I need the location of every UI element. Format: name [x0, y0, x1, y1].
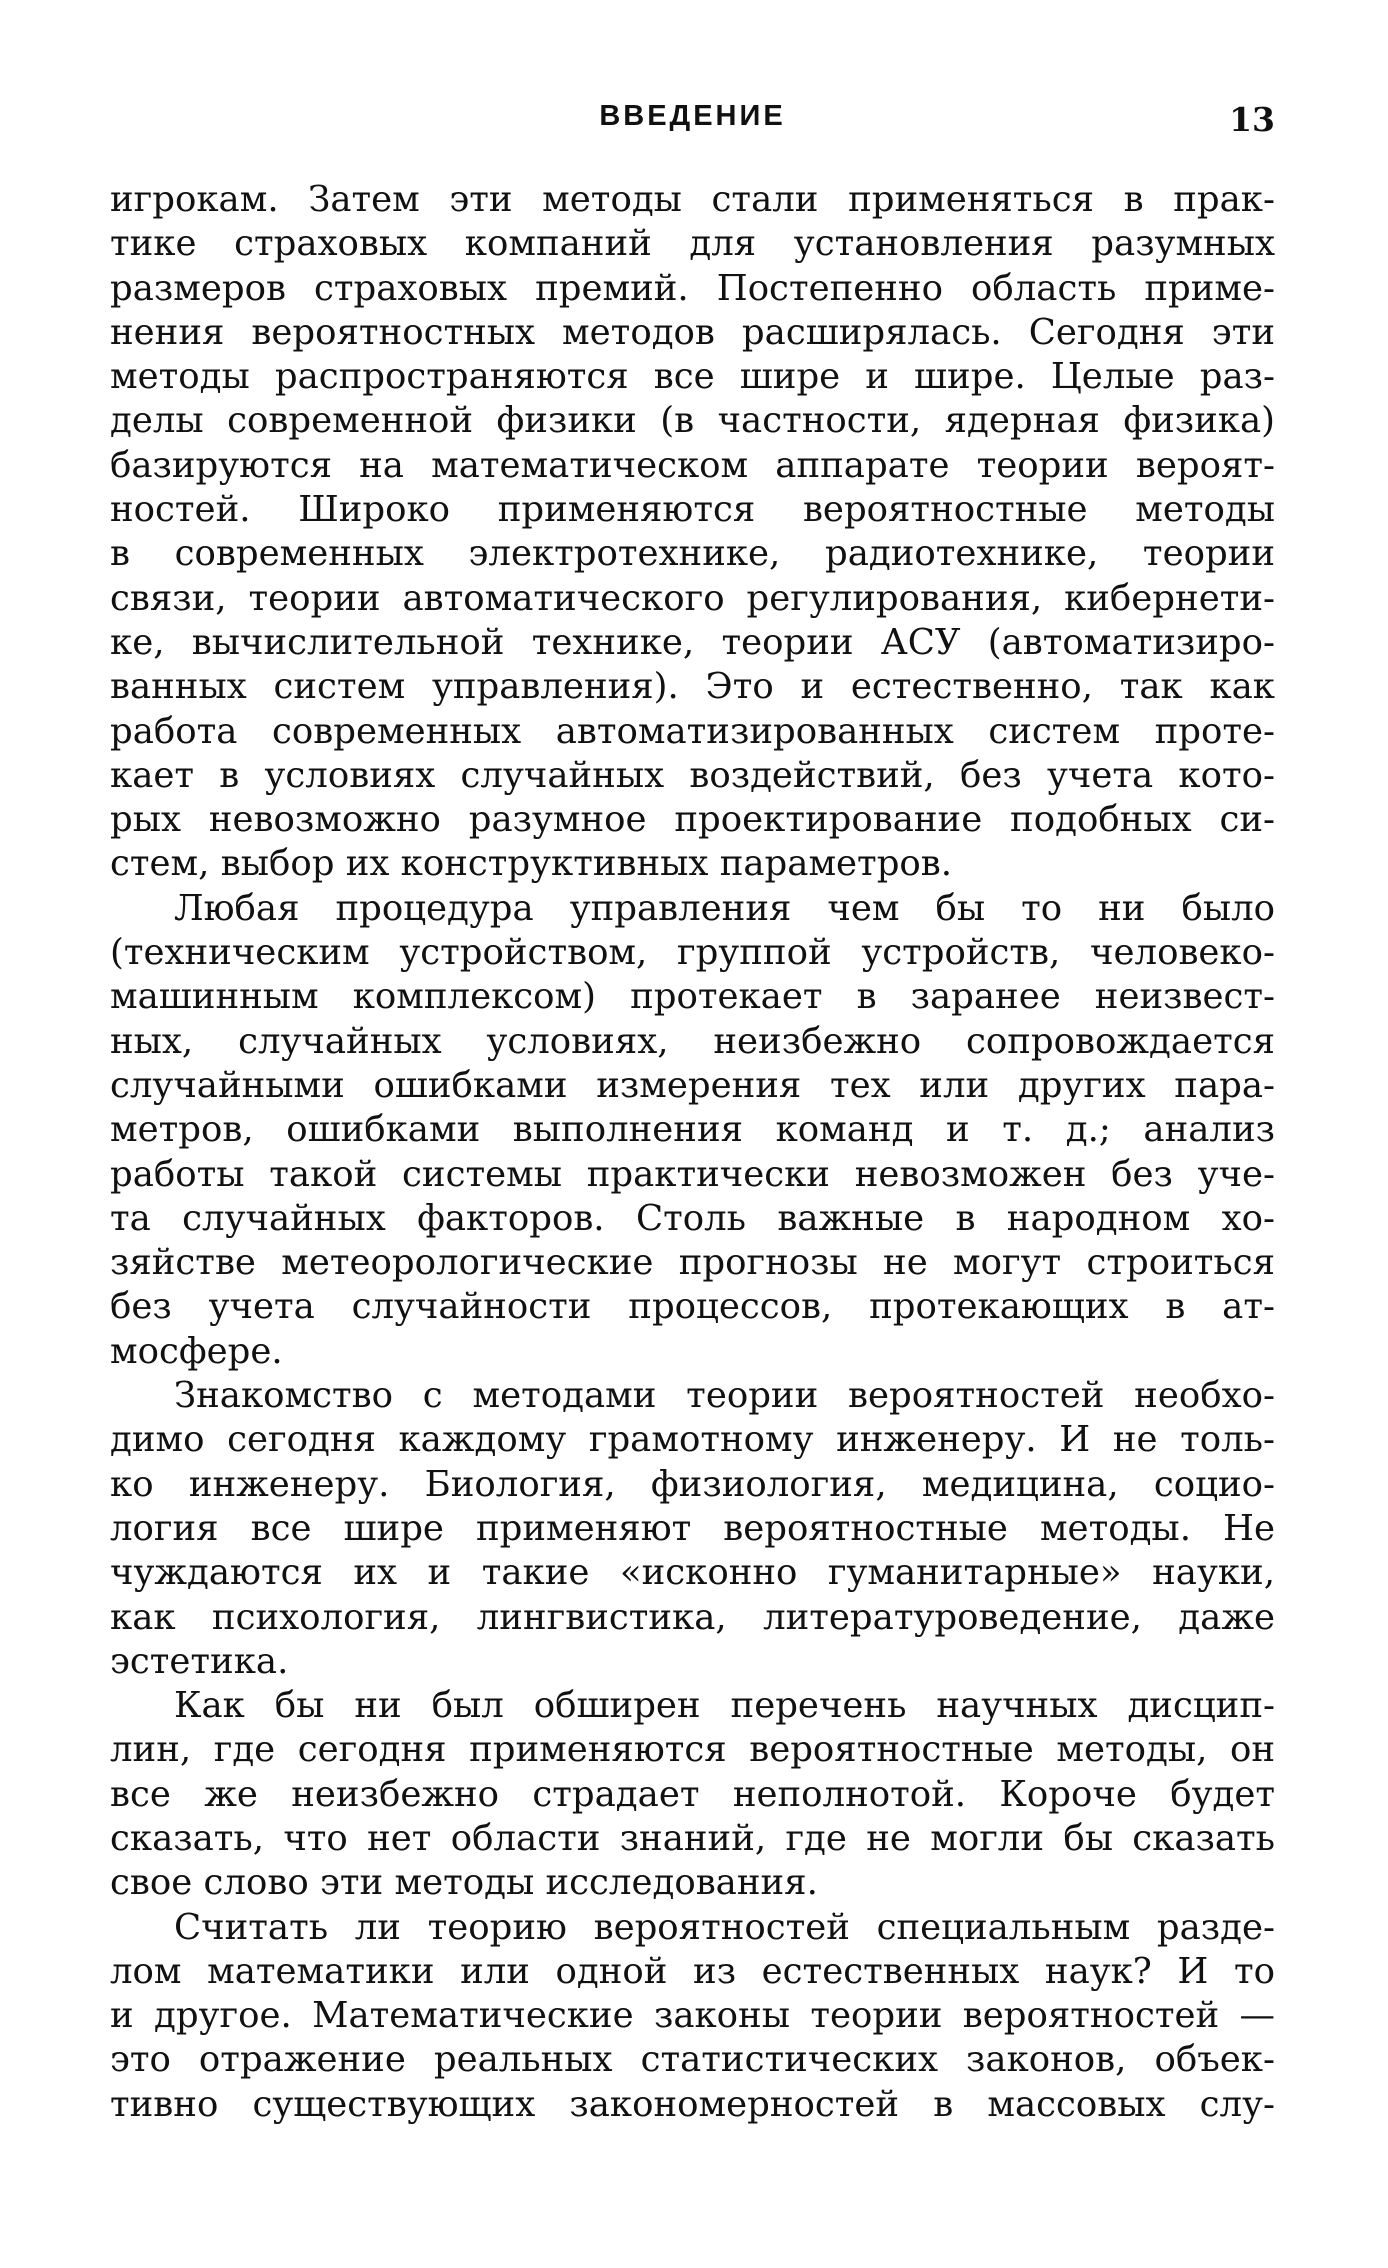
text-line: чуждаются их и такие «исконно гуманитарные» науки, [110, 1552, 1275, 1594]
text-line: тике страховых компаний для установления разумных [110, 223, 1275, 265]
running-head: ВВЕДЕНИЕ [599, 100, 786, 132]
text-line: ке, вычислительной технике, теории АСУ (автоматизиро- [110, 621, 1275, 663]
text-line: работа современных автоматизированных систем проте- [110, 710, 1275, 752]
text-line: зяйстве метеорологические прогнозы не могут строиться [110, 1242, 1275, 1284]
text-line: Как бы ни был обширен перечень научных дисцип- [174, 1685, 1275, 1727]
text-line: нения вероятностных методов расширялась. Сегодня эти [110, 311, 1275, 353]
text-line: это отражение реальных статистических законов, объек- [110, 2039, 1275, 2081]
text-line: метров, ошибками выполнения команд и т. д.; анализ [110, 1109, 1275, 1151]
text-line: базируются на математическом аппарате теории вероят- [110, 444, 1275, 486]
text-line: ко инженеру. Биология, физиология, медицина, социо- [110, 1463, 1275, 1505]
text-line: ностей. Широко применяются вероятностные методы [110, 489, 1275, 531]
text-line: Знакомство с методами теории вероятностей необхо- [174, 1375, 1275, 1417]
text-line: рых невозможно разумное проектирование подобных си- [110, 799, 1275, 841]
text-line: связи, теории автоматического регулирования, кибернети- [110, 577, 1275, 619]
text-line: ных, случайных условиях, неизбежно сопровождается [110, 1020, 1275, 1062]
text-line: та случайных факторов. Столь важные в народном хо- [110, 1197, 1275, 1239]
text-line: ванных систем управления). Это и естественно, так как [110, 666, 1275, 708]
page-header [110, 100, 1275, 140]
page-number: 13 [1229, 100, 1275, 139]
text-line: Любая процедура управления чем бы то ни было [174, 887, 1275, 929]
text-line: логия все шире применяют вероятностные методы. Не [110, 1507, 1275, 1549]
text-line: и другое. Математические законы теории вероятностей — [110, 1995, 1275, 2037]
text-line: (техническим устройством, группой устройств, человеко- [110, 932, 1275, 974]
text-line: сказать, что нет области знаний, где не могли бы сказать [110, 1817, 1275, 1859]
text-line: в современных электротехнике, радиотехнике, теории [110, 533, 1275, 575]
text-line: без учета случайности процессов, протекающих в ат- [110, 1286, 1275, 1328]
text-line: Считать ли теорию вероятностей специальным разде- [174, 1906, 1275, 1948]
text-line: методы распространяются все шире и шире. Целые раз- [110, 356, 1275, 398]
text-line: все же неизбежно страдает неполнотой. Короче будет [110, 1773, 1275, 1815]
text-line: машинным комплексом) протекает в заранее неизвест- [110, 976, 1275, 1018]
text-line: игрокам. Затем эти методы стали применяться в прак- [110, 179, 1275, 220]
body-text [110, 178, 1275, 2127]
text-line: кает в условиях случайных воздействий, без учета кото- [110, 754, 1275, 796]
text-line: эстетика. [110, 1640, 289, 1682]
text-line: лин, где сегодня применяются вероятностные методы, он [110, 1729, 1275, 1771]
text-line: свое слово эти методы исследования. [110, 1862, 818, 1904]
text-line: стем, выбор их конструктивных параметров. [110, 843, 953, 885]
text-line: димо сегодня каждому грамотному инженеру. И не толь- [110, 1419, 1275, 1461]
text-line: случайными ошибками измерения тех или других пара- [110, 1064, 1275, 1106]
text-line: делы современной физики (в частности, ядерная физика) [110, 400, 1275, 442]
text-line: лом математики или одной из естественных наук? И то [110, 1950, 1275, 1992]
text-line: размеров страховых премий. Постепенно область приме- [110, 267, 1275, 309]
text-line: тивно существующих закономерностей в массовых слу- [110, 2083, 1275, 2125]
text-line: мосфере. [110, 1330, 283, 1372]
text-line: как психология, лингвистика, литературоведение, даже [110, 1596, 1275, 1638]
text-line: работы такой системы практически невозможен без уче- [110, 1153, 1275, 1195]
